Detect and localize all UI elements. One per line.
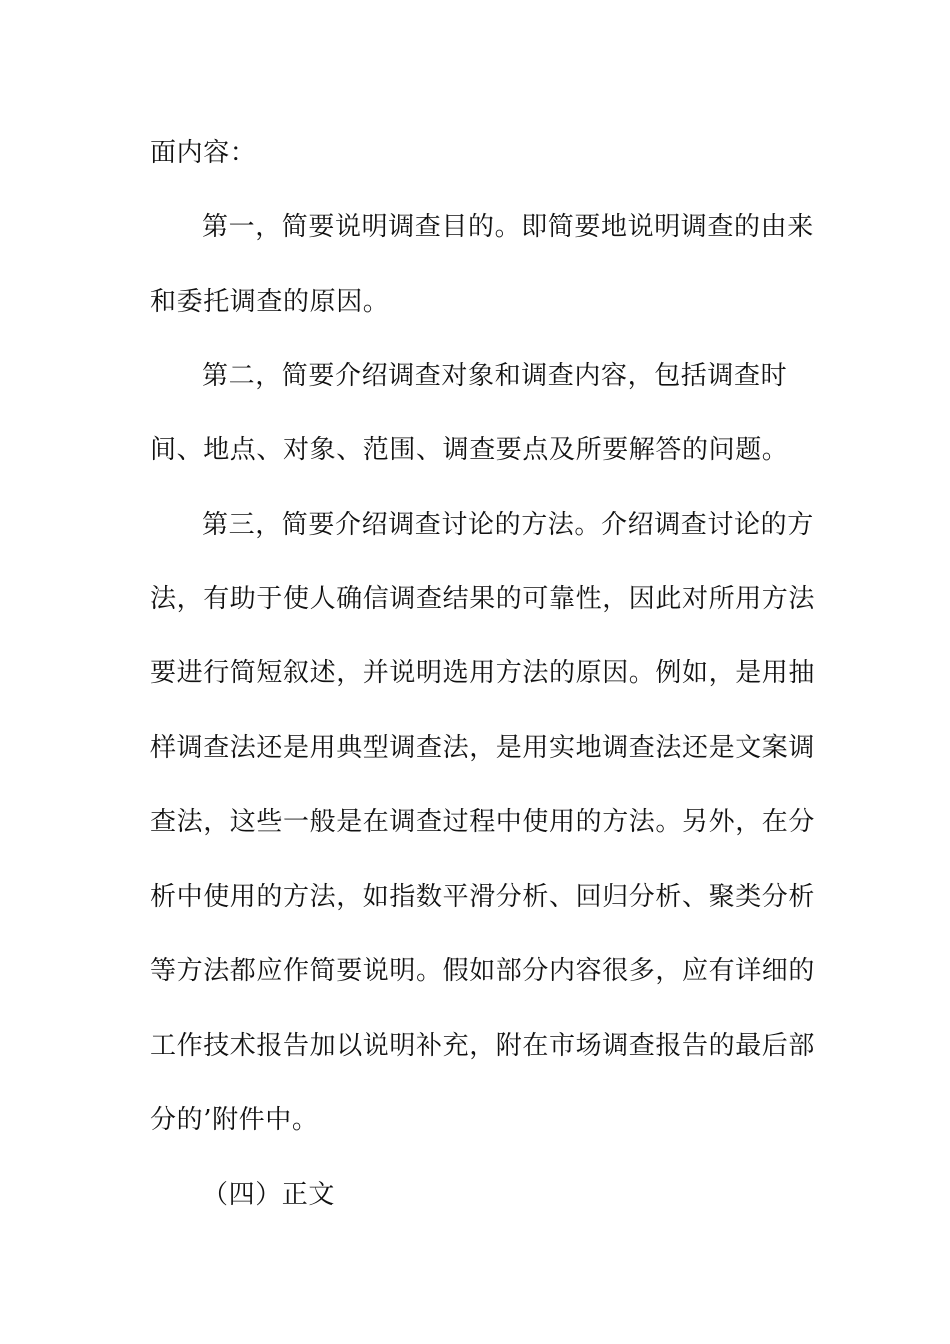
paragraph-3-line-3: 要进行简短叙述，并说明选用方法的原因。例如，是用抽	[150, 658, 816, 688]
paragraph-3-line-5: 查法，这些一般是在调查过程中使用的方法。另外，在分	[150, 807, 816, 837]
paragraph-2-line-2: 间、地点、对象、范围、调查要点及所要解答的问题。	[150, 435, 789, 465]
paragraph-3-line-6: 析中使用的方法，如指数平滑分析、回归分析、聚类分析	[150, 882, 816, 912]
paragraph-1-line-2: 和委托调查的原因。	[150, 287, 390, 317]
text-line-1: 面内容：	[150, 138, 257, 168]
paragraph-3-line-1: 第三，简要介绍调查讨论的方法。介绍调查讨论的方	[202, 510, 814, 540]
section-heading: （四）正文	[202, 1180, 336, 1210]
paragraph-2-line-1: 第二，简要介绍调查对象和调查内容，包括调查时	[202, 361, 788, 391]
paragraph-3-line-7: 等方法都应作简要说明。假如部分内容很多，应有详细的	[150, 956, 816, 986]
paragraph-3-line-8: 工作技术报告加以说明补充，附在市场调查报告的最后部	[150, 1031, 816, 1061]
paragraph-1-line-1: 第一，简要说明调查目的。即简要地说明调查的由来	[202, 212, 814, 242]
paragraph-3-line-2: 法，有助于使人确信调查结果的可靠性，因此对所用方法	[150, 584, 816, 614]
paragraph-3-line-4: 样调查法还是用典型调查法，是用实地调查法还是文案调	[150, 733, 816, 763]
paragraph-3-line-9: 分的’附件中。	[150, 1105, 319, 1135]
